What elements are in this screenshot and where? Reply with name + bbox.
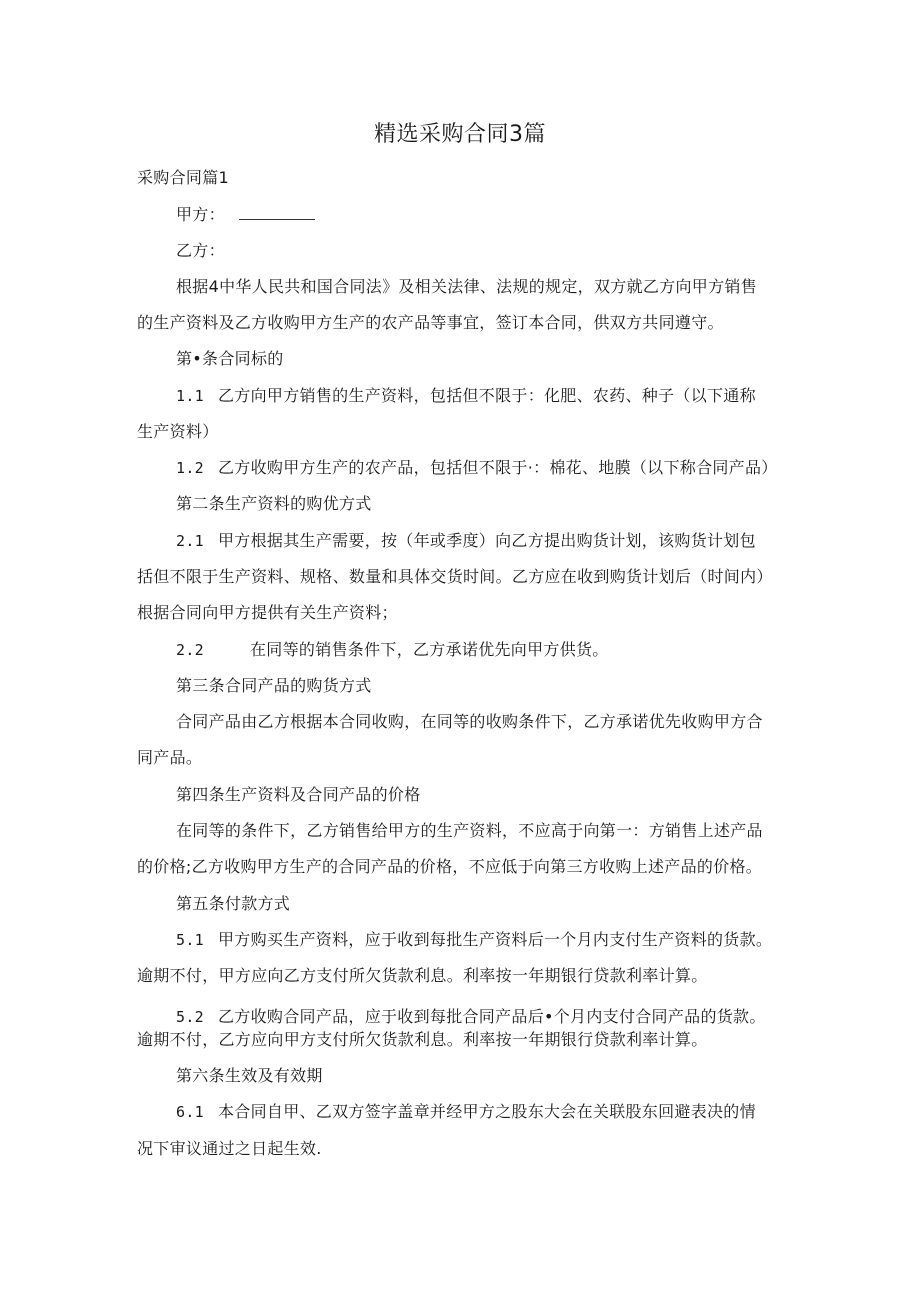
clause-5-1 bbox=[176, 930, 772, 950]
clause-number: 5.2 bbox=[176, 1008, 204, 1026]
article-1-heading: 第•条合同标的 bbox=[176, 349, 284, 368]
clause-text: 甲方购买生产资料，应于收到每批生产资料后一个月内支付生产资料的货款。 bbox=[218, 930, 773, 949]
clause-number: 5.1 bbox=[176, 931, 204, 949]
clause-2-1-cont-2: 根据合同向甲方提供有关生产资料； bbox=[137, 603, 398, 622]
party-a-line bbox=[176, 205, 315, 225]
clause-text: 乙方收购合同产品，应于收到每批合同产品后•个月内支付合同产品的货款。 bbox=[218, 1007, 766, 1026]
party-a-label: 甲方： bbox=[176, 205, 225, 224]
clause-2-2 bbox=[176, 640, 609, 660]
clause-text: 本合同自甲、乙双方签字盖章并经甲方之股东大会在关联股东回避表决的情 bbox=[218, 1102, 756, 1121]
clause-1-2 bbox=[176, 458, 778, 478]
article-6-heading: 第六条生效及有效期 bbox=[176, 1066, 323, 1085]
clause-2-1-cont-1: 括但不限于生产资料、规格、数量和具体交货时间。乙方应在收到购货计划后（时间内） bbox=[137, 567, 773, 586]
document-title: 精选采购合同3篇 bbox=[374, 122, 546, 147]
clause-6-1 bbox=[176, 1102, 756, 1122]
clause-1-1-cont: 生产资料） bbox=[137, 422, 219, 441]
article-5-heading: 第五条付款方式 bbox=[176, 894, 291, 913]
section-heading: 采购合同篇1 bbox=[137, 168, 229, 187]
clause-5-2 bbox=[176, 1007, 766, 1027]
clause-5-2-cont: 逾期不付，乙方应向甲方支付所欠货款利息。利率按一年期银行贷款利率计算。 bbox=[137, 1030, 708, 1049]
clause-text: 在同等的销售条件下，乙方承诺优先向甲方供货。 bbox=[250, 640, 609, 659]
article-4-heading: 第四条生产资料及合同产品的价格 bbox=[176, 785, 421, 804]
article-3-line-1: 合同产品由乙方根据本合同收购，在同等的收购条件下，乙方承诺优先收购甲方合 bbox=[176, 712, 763, 731]
clause-1-1 bbox=[176, 386, 756, 406]
clause-text: 乙方向甲方销售的生产资料，包括但不限于：化肥、农药、种子（以下通称 bbox=[218, 386, 756, 405]
clause-2-1 bbox=[176, 531, 756, 551]
clause-number: 2.2 bbox=[176, 641, 204, 659]
clause-text: 乙方收购甲方生产的农产品，包括但不限于·：棉花、地膜（以下称合同产品） bbox=[218, 458, 778, 477]
clause-6-1-cont: 况下审议通过之日起生效. bbox=[137, 1139, 322, 1158]
article-4-line-2: 的价格;乙方收购甲方生产的合同产品的价格，不应低于向第三方收购上述产品的价格。 bbox=[137, 857, 763, 876]
article-3-line-2: 同产品。 bbox=[137, 748, 203, 767]
intro-line-2: 的生产资料及乙方收购甲方生产的农产品等事宜，签订本合同，供双方共同遵守。 bbox=[137, 313, 724, 332]
clause-5-1-cont: 逾期不付，甲方应向乙方支付所欠货款利息。利率按一年期银行贷款利率计算。 bbox=[137, 966, 708, 985]
article-3-heading: 第三条合同产品的购货方式 bbox=[176, 676, 372, 695]
clause-number: 2.1 bbox=[176, 532, 204, 550]
clause-number: 1.1 bbox=[176, 387, 204, 405]
party-a-blank bbox=[239, 205, 315, 220]
intro-line-1: 根据4中华人民共和国合同法》及相关法律、法规的规定，双方就乙方向甲方销售 bbox=[176, 277, 757, 296]
clause-number: 6.1 bbox=[176, 1103, 204, 1121]
article-2-heading: 第二条生产资料的购优方式 bbox=[176, 494, 372, 513]
clause-number: 1.2 bbox=[176, 459, 204, 477]
article-4-line-1: 在同等的条件下，乙方销售给甲方的生产资料，不应高于向第一：方销售上述产品 bbox=[176, 821, 763, 840]
clause-text: 甲方根据其生产需要，按（年或季度）向乙方提出购货计划，该购货计划包 bbox=[218, 531, 756, 550]
party-b-label: 乙方： bbox=[176, 241, 225, 260]
